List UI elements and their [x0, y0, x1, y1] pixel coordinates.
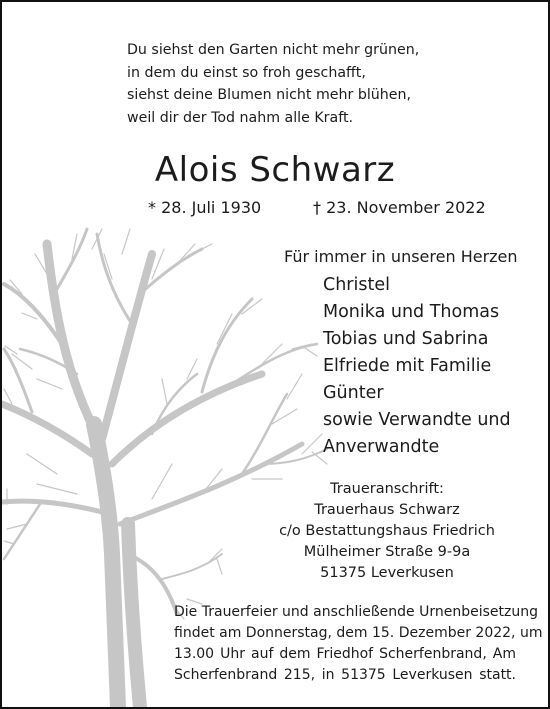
- mourner-item: Monika und Thomas: [323, 302, 500, 322]
- mourning-address: [267, 479, 507, 584]
- funeral-line: findet am Donnerstag, dem 15. Dezember 2022, um: [174, 625, 543, 641]
- funeral-notice: [174, 602, 543, 686]
- death-date: † 23. November 2022: [313, 198, 486, 217]
- mourner-item: Elfriede mit Familie: [323, 356, 492, 376]
- poem-line: in dem du einst so froh geschafft,: [127, 64, 366, 81]
- poem: [127, 39, 457, 129]
- funeral-line: 13.00 Uhr auf dem Friedhof Scherfenbrand, Am: [174, 646, 516, 662]
- birth-date: * 28. Juli 1930: [148, 198, 262, 217]
- funeral-line: Scherfenbrand 215, in 51375 Leverkusen statt.: [174, 667, 516, 683]
- dedication-line: Für immer in unseren Herzen: [284, 247, 518, 266]
- mourners-list: [323, 272, 511, 461]
- address-line: Mülheimer Straße 9-9a: [303, 544, 471, 560]
- mourner-item: Anverwandte: [323, 437, 440, 457]
- mourner-item: Christel: [323, 275, 390, 295]
- deceased-name: Alois Schwarz: [154, 150, 396, 190]
- address-line: c/o Bestattungshaus Friedrich: [279, 523, 495, 539]
- address-line: Trauerhaus Schwarz: [314, 502, 460, 518]
- mourner-item: Günter: [323, 383, 384, 403]
- mourner-item: sowie Verwandte und: [323, 410, 511, 430]
- funeral-line: Die Trauerfeier und anschließende Urnenbeisetzung: [174, 604, 538, 620]
- poem-line: siehst deine Blumen nicht mehr blühen,: [127, 87, 411, 103]
- poem-line: Du siehst den Garten nicht mehr grünen,: [127, 42, 420, 58]
- poem-line: weil dir der Tod nahm alle Kraft.: [127, 109, 354, 126]
- address-line: Traueranschrift:: [330, 481, 444, 497]
- address-line: 51375 Leverkusen: [320, 565, 454, 581]
- mourner-item: Tobias und Sabrina: [323, 329, 489, 349]
